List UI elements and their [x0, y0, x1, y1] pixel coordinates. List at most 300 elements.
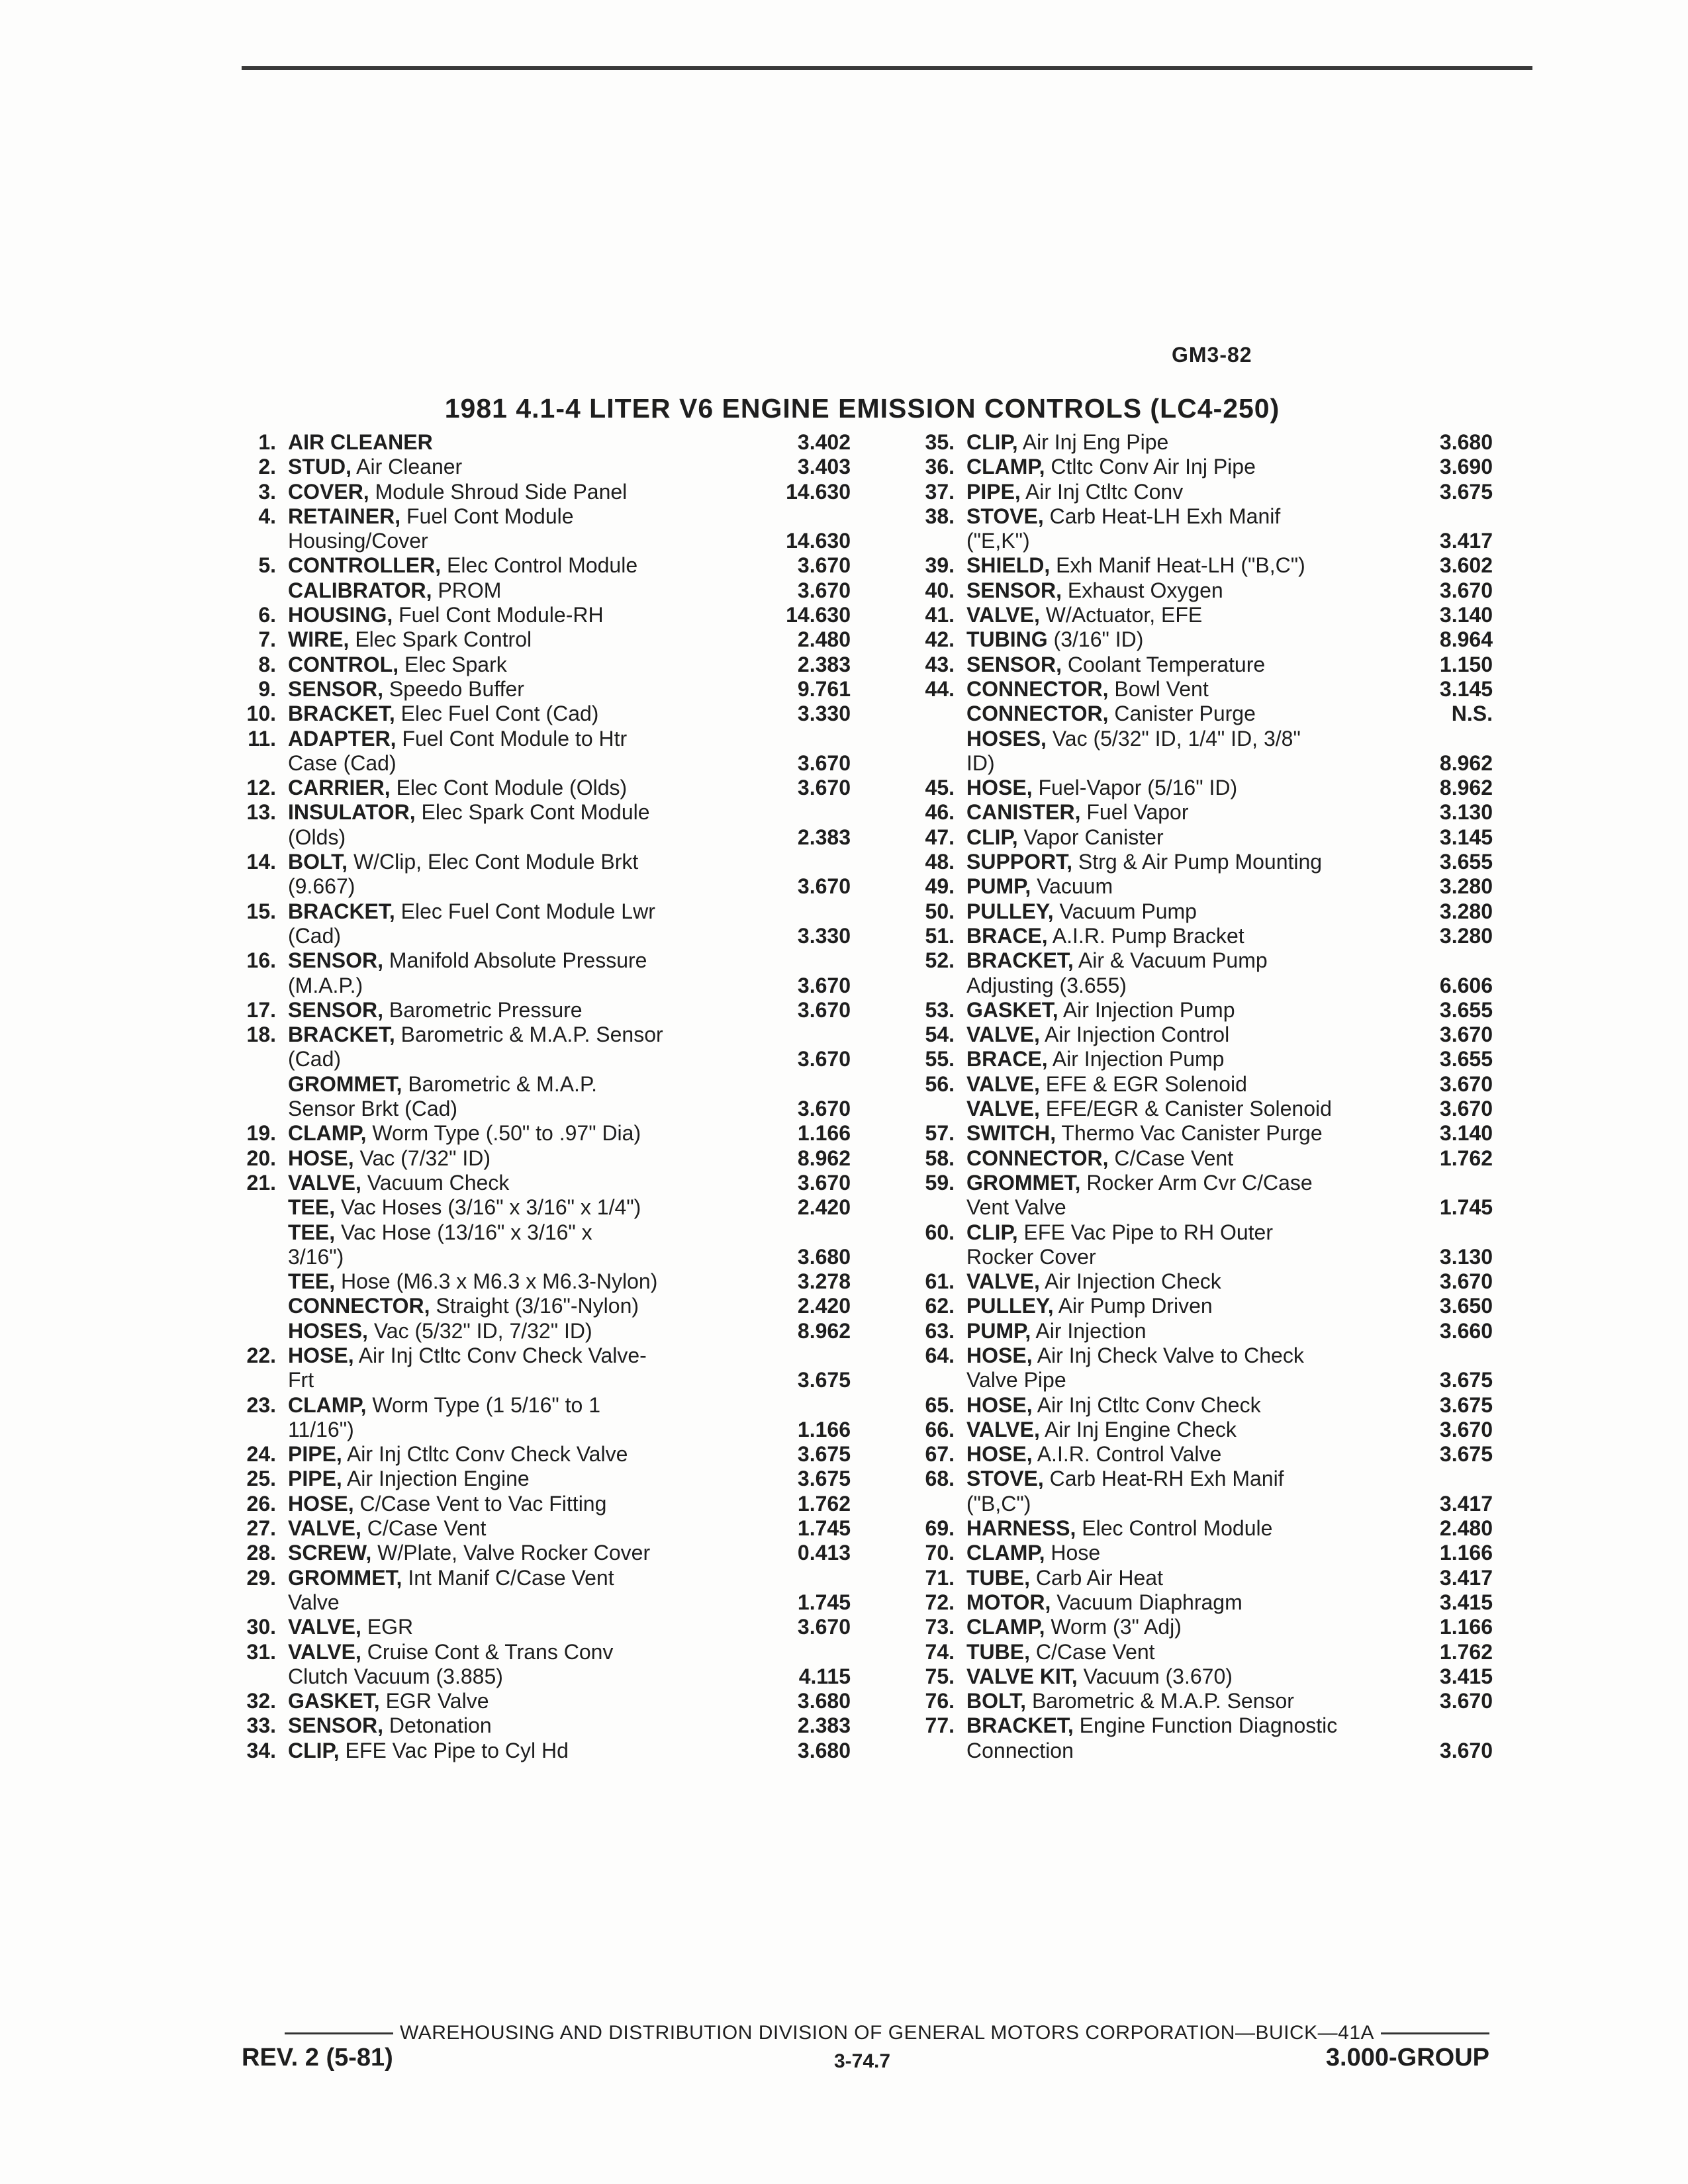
part-detail: Fuel Cont Module to Htr: [402, 726, 628, 751]
entry-description-line: [288, 677, 758, 702]
entry-description-line: [966, 1566, 1400, 1590]
group-reference: 3.415: [1439, 1664, 1493, 1688]
entry-description-line: [966, 800, 1400, 825]
part-name: SENSOR,: [288, 1713, 384, 1738]
entry-description: [966, 504, 1400, 554]
parts-list-entry: [897, 677, 1493, 702]
entry-description-line: [966, 480, 1400, 504]
part-detail: Vac Hose (13/16" x 3/16" x: [341, 1220, 592, 1244]
part-detail: Elec Spark: [404, 652, 507, 676]
entry-description: [966, 627, 1400, 652]
group-reference: 6.606: [1439, 973, 1493, 997]
parts-list-entry: [218, 430, 851, 455]
entry-description-line: [288, 899, 758, 924]
parts-list-entry: [218, 1640, 851, 1690]
group-reference: 3.655: [1439, 997, 1493, 1022]
part-name: BOLT,: [288, 850, 348, 874]
part-name: CONNECTOR,: [966, 702, 1109, 726]
part-name: CLIP,: [966, 1220, 1018, 1244]
part-name: BRACKET,: [288, 702, 395, 726]
part-name: STUD,: [288, 455, 352, 479]
entry-description-line: [288, 702, 758, 726]
part-detail: Bowl Vent: [1114, 676, 1209, 701]
part-detail: Air Inj Engine Check: [1044, 1417, 1237, 1441]
part-detail: Speedo Buffer: [389, 676, 524, 701]
entry-description: [966, 1220, 1400, 1270]
part-detail: W/Plate, Valve Rocker Cover: [377, 1541, 651, 1565]
group-reference: 14.630: [786, 603, 851, 627]
group-reference: 1.166: [797, 1417, 851, 1441]
entry-description: [966, 899, 1400, 924]
part-detail: EFE Vac Pipe to Cyl Hd: [345, 1738, 569, 1762]
part-detail: C/Case Vent: [1035, 1639, 1155, 1664]
part-name: SCREW,: [288, 1541, 372, 1565]
entry-description-line: [966, 1541, 1400, 1565]
part-detail-continued: 3/16"): [288, 1244, 344, 1269]
entry-description-line: [288, 1467, 758, 1491]
parts-list-entry: [218, 1739, 851, 1763]
entry-description: [966, 850, 1400, 874]
entry-number: 35.: [925, 430, 955, 454]
entry-number: 8.: [258, 652, 276, 676]
part-name: VALVE,: [288, 1639, 361, 1664]
group-reference: 3.670: [1439, 1689, 1493, 1713]
part-detail: Elec Control Module: [446, 553, 638, 578]
part-name: GASKET,: [966, 997, 1058, 1022]
entry-description-line: [288, 578, 758, 603]
entry-description: [966, 1615, 1400, 1639]
entry-description-line: [966, 1171, 1400, 1195]
entry-number: 19.: [246, 1121, 276, 1146]
entry-number: 18.: [246, 1023, 276, 1047]
part-name: BRACKET,: [288, 899, 395, 923]
entry-number: 13.: [246, 800, 276, 825]
part-detail: W/Actuator, EFE: [1045, 603, 1203, 627]
entry-description-line: [966, 1393, 1400, 1418]
group-reference: 3.675: [797, 1442, 851, 1467]
part-name: TUBE,: [966, 1639, 1030, 1664]
parts-list-entry: [218, 1393, 851, 1443]
entry-description-line: [966, 1615, 1400, 1639]
entry-description: [288, 1121, 758, 1146]
group-reference: 3.130: [1439, 1244, 1493, 1269]
entry-description: [288, 1566, 758, 1615]
parts-list-entry: [897, 1220, 1493, 1270]
entry-description: [966, 1171, 1400, 1220]
parts-list-entry: [218, 627, 851, 652]
parts-list-entry: [897, 850, 1493, 874]
group-reference: 3.278: [797, 1269, 851, 1294]
group-reference: 2.383: [797, 652, 851, 676]
entry-number: 69.: [925, 1516, 955, 1541]
part-detail: Vacuum (3.670): [1083, 1664, 1233, 1688]
part-detail: Int Manif C/Case Vent: [408, 1565, 614, 1590]
entry-number: 11.: [248, 726, 276, 751]
parts-list-entry: [897, 1072, 1493, 1097]
entry-description-line: [288, 1566, 758, 1590]
parts-list-entry: [897, 1418, 1493, 1442]
entry-description-line: [288, 1442, 758, 1467]
entry-description-line: [288, 603, 758, 627]
part-name: MOTOR,: [966, 1590, 1051, 1614]
part-name: TEE,: [288, 1269, 336, 1294]
entry-description-line: [288, 1146, 758, 1171]
group-reference: 3.417: [1439, 529, 1493, 553]
entry-description-line: [966, 850, 1400, 874]
group-reference: 3.417: [1439, 1491, 1493, 1516]
entry-description-line: [966, 1146, 1400, 1171]
entry-description: [288, 677, 758, 702]
entry-number: 61.: [925, 1269, 955, 1294]
group-reference: 3.330: [797, 702, 851, 726]
entry-description-line: [288, 504, 758, 529]
parts-list-entry: [897, 455, 1493, 479]
parts-list-entry: [218, 1516, 851, 1541]
group-reference: 3.670: [797, 1097, 851, 1121]
part-name: PUMP,: [966, 874, 1031, 899]
part-detail-continued: Case (Cad): [288, 751, 397, 775]
entry-description-line: [966, 924, 1400, 948]
part-name: HOSE,: [966, 1442, 1033, 1467]
parts-list-entry: [897, 924, 1493, 948]
entry-description-line: [966, 603, 1400, 627]
entry-description: [288, 1220, 758, 1270]
entry-description: [966, 1294, 1400, 1318]
group-reference: 3.680: [797, 1244, 851, 1269]
group-reference: 3.145: [1439, 825, 1493, 849]
group-reference: 3.670: [1439, 1417, 1493, 1441]
entry-description-line: [288, 1689, 758, 1713]
entry-description: [288, 702, 758, 726]
entry-description: [966, 480, 1400, 504]
part-detail: Air Injection Check: [1044, 1269, 1221, 1294]
entry-description: [288, 455, 758, 479]
entry-description: [288, 1442, 758, 1467]
entry-description: [966, 776, 1400, 800]
entry-description-line: [288, 776, 758, 800]
entry-description-line: [966, 1072, 1400, 1097]
group-reference: 1.762: [797, 1491, 851, 1516]
part-name: GROMMET,: [288, 1565, 402, 1590]
entry-number: 37.: [925, 479, 955, 504]
entry-description: [288, 1146, 758, 1171]
entry-description-line: [288, 627, 758, 652]
parts-list-entry: [897, 1146, 1493, 1171]
entry-description-line: [288, 480, 758, 504]
entry-description-line: [288, 1713, 758, 1738]
entry-description-line: [288, 998, 758, 1023]
parts-list-entry: [218, 1023, 851, 1072]
entry-number: 45.: [925, 776, 955, 800]
parts-list-entry: [897, 776, 1493, 800]
parts-list-entry: [897, 1590, 1493, 1615]
entry-description-line: [966, 455, 1400, 479]
part-name: PULLEY,: [966, 1294, 1054, 1318]
entry-description-line: [966, 627, 1400, 652]
entry-description: [966, 1566, 1400, 1590]
entry-description: [966, 1713, 1400, 1763]
part-detail-continued: 11/16"): [288, 1417, 354, 1441]
part-name: HOSE,: [288, 1343, 354, 1367]
part-name: SENSOR,: [288, 948, 384, 973]
parts-list-entry: [897, 1023, 1493, 1047]
part-name: SUPPORT,: [966, 850, 1073, 874]
group-reference: 3.670: [797, 578, 851, 602]
part-detail: Vac (5/32" ID, 1/4" ID, 3/8": [1052, 726, 1301, 751]
revision-label: REV. 2 (5-81): [242, 2044, 393, 2071]
entry-number: 9.: [258, 676, 276, 701]
parts-list-entry: [218, 1689, 851, 1713]
group-reference: 3.602: [1439, 553, 1493, 578]
entry-description: [966, 1393, 1400, 1418]
group-reference: 3.675: [797, 1467, 851, 1491]
parts-list-entry: [218, 1171, 851, 1195]
parts-list-entry: [218, 553, 851, 578]
part-detail: Ctltc Conv Air Inj Pipe: [1051, 455, 1256, 479]
entry-description: [966, 1689, 1400, 1713]
entry-description-line: [288, 1294, 758, 1318]
parts-list-entry: [218, 1220, 851, 1270]
entry-number: 60.: [925, 1220, 955, 1244]
entry-number: 26.: [246, 1491, 276, 1516]
parts-list-entry: [897, 1047, 1493, 1071]
part-detail-continued: (Cad): [288, 923, 342, 948]
entry-number: 39.: [925, 553, 955, 578]
part-detail: Thermo Vac Canister Purge: [1061, 1121, 1323, 1146]
entry-description-line: [288, 1072, 758, 1097]
parts-list-entry: [218, 899, 851, 949]
entry-description-line: [966, 899, 1400, 924]
entry-description: [288, 1393, 758, 1443]
parts-list-entry: [218, 1269, 851, 1294]
part-detail-continued: Frt: [288, 1368, 314, 1392]
entry-description-line: [288, 1343, 758, 1368]
parts-list-entry: [897, 603, 1493, 627]
parts-list-entry: [218, 480, 851, 504]
part-detail: C/Case Vent to Vac Fitting: [359, 1491, 607, 1516]
parts-list-entry: [218, 776, 851, 800]
part-name: AIR CLEANER: [288, 430, 433, 454]
entry-description: [966, 874, 1400, 899]
group-reference: 3.670: [797, 997, 851, 1022]
entry-description-line: [288, 430, 758, 455]
group-reference: 3.675: [1439, 479, 1493, 504]
entry-description: [288, 504, 758, 554]
group-reference: 3.130: [1439, 800, 1493, 825]
part-detail-continued: (Cad): [288, 1047, 342, 1071]
parts-list-entry: [897, 1097, 1493, 1121]
entry-number: 20.: [246, 1146, 276, 1170]
entry-description: [966, 1319, 1400, 1343]
parts-list-entry: [218, 653, 851, 677]
entry-description: [966, 825, 1400, 850]
part-name: VALVE,: [966, 603, 1040, 627]
group-reference: 3.670: [797, 751, 851, 775]
entry-number: 16.: [246, 948, 276, 973]
entry-number: 51.: [925, 923, 955, 948]
entry-description: [966, 1343, 1400, 1393]
entry-description: [966, 1590, 1400, 1615]
group-reference: 4.115: [798, 1664, 851, 1688]
part-detail: Barometric Pressure: [389, 997, 583, 1022]
group-reference: N.S.: [1451, 702, 1493, 726]
entry-description: [966, 727, 1400, 776]
entry-description: [288, 1492, 758, 1516]
part-name: CONTROLLER,: [288, 553, 442, 578]
parts-list-entry: [218, 998, 851, 1023]
group-reference: 3.670: [797, 973, 851, 997]
entry-number: 36.: [925, 455, 955, 479]
entry-description: [966, 1047, 1400, 1071]
group-reference: 3.670: [797, 1170, 851, 1195]
part-name: CONNECTOR,: [966, 676, 1109, 701]
part-name: STOVE,: [966, 1467, 1044, 1491]
parts-list-entry: [897, 727, 1493, 776]
parts-list-entry: [897, 504, 1493, 554]
parts-list-entry: [218, 578, 851, 603]
group-reference: 3.680: [797, 1738, 851, 1762]
entry-number: 40.: [925, 578, 955, 602]
entry-number: 4.: [258, 504, 276, 528]
entry-description: [966, 603, 1400, 627]
group-reference: 3.670: [1439, 1023, 1493, 1047]
group-reference: 3.650: [1439, 1294, 1493, 1318]
part-detail: Carb Heat-RH Exh Manif: [1049, 1467, 1284, 1491]
parts-list-entry: [897, 1442, 1493, 1467]
entry-description: [288, 1516, 758, 1541]
entry-description-line: [966, 1047, 1400, 1071]
entry-description: [966, 998, 1400, 1023]
parts-list-entry: [218, 603, 851, 627]
part-detail-continued: Valve Pipe: [966, 1368, 1066, 1392]
part-detail: Hose: [1051, 1541, 1101, 1565]
part-detail: Air Inj Ctltc Conv Check: [1037, 1392, 1261, 1417]
part-detail: Air Injection Pump: [1052, 1047, 1225, 1071]
entry-description-line: [966, 727, 1400, 751]
entry-number: 23.: [246, 1392, 276, 1417]
entry-number: 66.: [925, 1417, 955, 1441]
part-name: HARNESS,: [966, 1516, 1076, 1541]
entry-description-line: [288, 1615, 758, 1639]
parts-list-entry: [218, 1294, 851, 1318]
group-reference: 3.690: [1439, 455, 1493, 479]
part-name: STOVE,: [966, 504, 1044, 528]
part-detail: Air Inj Check Valve to Check: [1037, 1343, 1304, 1367]
part-detail-continued: Connection: [966, 1738, 1074, 1762]
entry-description: [288, 1541, 758, 1565]
entry-number: 55.: [925, 1047, 955, 1071]
entry-description: [966, 677, 1400, 702]
part-detail: Elec Spark Cont Module: [421, 800, 650, 825]
part-detail: Carb Heat-LH Exh Manif: [1049, 504, 1281, 528]
entry-description: [966, 1640, 1400, 1664]
entry-description: [288, 850, 758, 899]
parts-list-entry: [897, 578, 1493, 603]
part-detail-continued: Vent Valve: [966, 1195, 1066, 1220]
entry-number: 29.: [246, 1565, 276, 1590]
entry-description-line: [288, 553, 758, 578]
part-detail: Air Injection Engine: [346, 1467, 530, 1491]
entry-description: [966, 1097, 1400, 1121]
part-detail-continued: (M.A.P.): [288, 973, 363, 997]
part-detail: Detonation: [389, 1713, 492, 1738]
entry-description: [966, 1664, 1400, 1689]
parts-list-entry: [897, 1393, 1493, 1418]
group-reference: 9.761: [797, 676, 851, 701]
part-detail: Air Inj Ctltc Conv: [1025, 479, 1184, 504]
entry-description-line: [288, 1640, 758, 1664]
entry-description-line: [966, 1294, 1400, 1318]
group-reference: 3.330: [797, 923, 851, 948]
entry-description: [966, 578, 1400, 603]
entry-description: [966, 1418, 1400, 1442]
entry-description-line: [966, 653, 1400, 677]
entry-description: [966, 1146, 1400, 1171]
group-reference: 3.655: [1439, 1047, 1493, 1071]
part-detail: A.I.R. Control Valve: [1037, 1442, 1222, 1467]
entry-number: 15.: [246, 899, 276, 923]
entry-description-line: [966, 1713, 1400, 1738]
group-reference: 1.745: [797, 1590, 851, 1614]
part-detail: Strg & Air Pump Mounting: [1078, 850, 1323, 874]
entry-description: [966, 948, 1400, 998]
part-name: SENSOR,: [288, 676, 384, 701]
group-reference: 14.630: [786, 479, 851, 504]
part-detail: Elec Cont Module (Olds): [396, 776, 628, 800]
part-detail: Fuel Cont Module-RH: [399, 603, 604, 627]
part-name: SENSOR,: [288, 997, 384, 1022]
top-rule: [242, 66, 1532, 70]
entry-description: [288, 1319, 758, 1343]
part-name: HOSES,: [966, 726, 1047, 751]
entry-description: [288, 800, 758, 850]
entry-description-line: [966, 1640, 1400, 1664]
parts-list-entry: [218, 800, 851, 850]
entry-description-line: [966, 430, 1400, 455]
group-reference: 8.962: [1439, 776, 1493, 800]
part-detail: C/Case Vent: [1114, 1146, 1234, 1170]
entry-description-line: [966, 578, 1400, 603]
part-detail: Engine Function Diagnostic: [1079, 1713, 1338, 1738]
group-reference: 3.402: [797, 430, 851, 454]
part-name: CONNECTOR,: [288, 1294, 430, 1318]
part-detail-continued: Rocker Cover: [966, 1244, 1096, 1269]
part-name: BRACE,: [966, 1047, 1048, 1071]
entry-number: 76.: [925, 1689, 955, 1713]
parts-list-entry: [218, 1121, 851, 1146]
part-detail: Vacuum: [1037, 874, 1113, 899]
entry-number: 31.: [246, 1639, 276, 1664]
group-reference: 1.150: [1439, 652, 1493, 676]
document-code: GM3-82: [1172, 343, 1252, 367]
entry-description-line: [966, 1121, 1400, 1146]
group-reference: 3.280: [1439, 899, 1493, 923]
entry-description-line: [966, 825, 1400, 850]
entry-description: [288, 430, 758, 455]
group-reference: 3.670: [797, 874, 851, 899]
entry-description: [288, 627, 758, 652]
entry-description: [288, 653, 758, 677]
entry-number: 58.: [925, 1146, 955, 1170]
part-name: VALVE,: [966, 1097, 1040, 1121]
part-name: COVER,: [288, 479, 369, 504]
part-detail-continued: ID): [966, 751, 995, 775]
part-detail: Vac (7/32" ID): [359, 1146, 491, 1170]
part-name: SWITCH,: [966, 1121, 1056, 1146]
part-name: BRACE,: [966, 923, 1048, 948]
part-name: PULLEY,: [966, 899, 1054, 923]
group-reference: 2.480: [1439, 1516, 1493, 1541]
